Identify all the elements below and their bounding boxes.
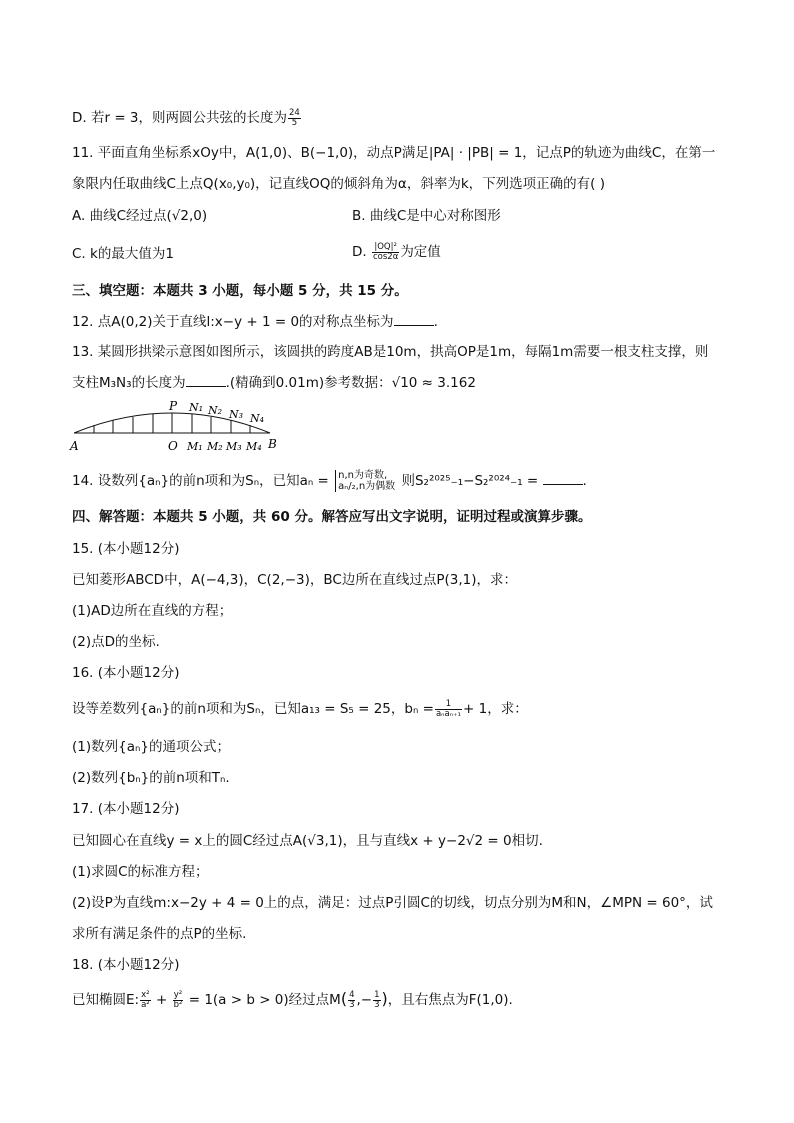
answer-blank bbox=[543, 472, 583, 485]
fraction-4-3: $\frac{4}{3}$ bbox=[349, 989, 355, 1010]
q11-option-c: C. k的最大值为1 bbox=[72, 246, 174, 262]
q11-option-d: D. $\frac{\text{|OQ|²}}{\cos 2\alpha}$ 为定值 bbox=[352, 241, 441, 262]
fraction-y2-b2: $\frac{\text{y²}}{\text{b²}}$ bbox=[173, 989, 183, 1010]
label-m4: M₄ bbox=[246, 440, 262, 453]
q17-part1: (1)求圆C的标准方程； bbox=[72, 864, 209, 880]
label-n3: N₃ bbox=[229, 408, 244, 421]
q16-part2: (2)数列{bₙ}的前n项和Tₙ. bbox=[72, 770, 230, 786]
label-m2: M₂ bbox=[207, 440, 223, 453]
q18-heading: 18. (本小题12分) bbox=[72, 957, 180, 973]
section-4-heading: 四、解答题：本题共 5 小题，共 60 分。解答应写出文字说明，证明过程或演算步骤。 bbox=[72, 509, 592, 525]
fraction: $\frac{\text{|OQ|²}}{\cos 2\alpha}$ bbox=[372, 241, 399, 262]
label-m1: M₁ bbox=[187, 440, 203, 453]
q15-stem: 已知菱形ABCD中，A(−4,3)，C(2,−3)，BC边所在直线过点P(3,1)，求： bbox=[72, 572, 517, 588]
q15-part1: (1)AD边所在直线的方程； bbox=[72, 603, 233, 619]
label-n1: N₁ bbox=[189, 401, 204, 414]
section-3-heading: 三、填空题：本题共 3 小题，每小题 5 分，共 15 分。 bbox=[72, 283, 408, 299]
label-n4: N₄ bbox=[250, 412, 265, 425]
q13-line2: 支柱M₃N₃的长度为 .(精确到0.01m)参考数据：√10 ≈ 3.162 bbox=[72, 375, 476, 391]
q17-heading: 17. (本小题12分) bbox=[72, 801, 180, 817]
piecewise-cases: n,n为奇数, aₙ/₂,n为偶数 bbox=[335, 470, 395, 492]
q11-option-b: B. 曲线C是中心对称图形 bbox=[352, 208, 501, 224]
supports bbox=[94, 413, 250, 433]
q11-stem-line2: 象限内任取曲线C上点Q(x₀,y₀)，记直线OQ的倾斜角为α，斜率为k，下列选项正确的有( ) bbox=[72, 176, 605, 192]
q16-part1: (1)数列{aₙ}的通项公式； bbox=[72, 739, 230, 755]
q17-part2-line1: (2)设P为直线m:x−2y + 4 = 0上的点，满足：过点P引圆C的切线，切点分别为M和N，∠MPN = 60°，试 bbox=[72, 895, 713, 911]
answer-blank bbox=[394, 313, 434, 326]
fraction-x2-a2: $\frac{\text{x²}}{\text{a²}}$ bbox=[141, 989, 150, 1010]
fraction-1-3: $\frac{1}{3}$ bbox=[374, 989, 380, 1010]
q15-heading: 15. (本小题12分) bbox=[72, 541, 180, 557]
answer-blank bbox=[186, 374, 226, 387]
q10-option-d bbox=[72, 108, 302, 128]
q17-part2-line2: 求所有满足条件的点P的坐标. bbox=[72, 926, 247, 942]
q16-heading: 16. (本小题12分) bbox=[72, 665, 180, 681]
q15-part2: (2)点D的坐标. bbox=[72, 634, 160, 650]
q13-line1: 13. 某圆形拱梁示意图如图所示，该圆拱的跨度AB是10m，拱高OP是1m，每隔1m需要一根支柱支撑，则 bbox=[72, 344, 709, 360]
label-n2: N₂ bbox=[208, 404, 223, 417]
q11-stem-line1: 11. 平面直角坐标系xOy中，A(1,0)、B(−1,0)，动点P满足|PA| · |PB| = 1，记点P的轨迹为曲线C，在第一 bbox=[72, 145, 716, 161]
arch-diagram bbox=[68, 398, 288, 454]
label-b: B bbox=[268, 437, 277, 451]
q17-stem: 已知圆心在直线y = x上的圆C经过点A(√3,1)，且与直线x + y−2√2 = 0相切. bbox=[72, 833, 543, 849]
q10-option-d-text: D. 若r = 3，则两圆公共弦的长度为 bbox=[72, 110, 288, 126]
q16-stem: 设等差数列{aₙ}的前n项和为Sₙ，已知a₁₃ = S₅ = 25，bₙ = $\frac{1}{\text{aₙaₙ₊₁}}$ + 1，求： bbox=[72, 698, 528, 719]
q11-option-a: A. 曲线C经过点(√2,0) bbox=[72, 208, 208, 224]
label-o: O bbox=[168, 439, 178, 453]
fraction: $\frac{1}{\text{aₙaₙ₊₁}}$ bbox=[435, 698, 462, 719]
fraction: $\frac{24}{5}$ bbox=[289, 107, 300, 128]
label-m3: M₃ bbox=[226, 440, 242, 453]
label-a: A bbox=[70, 439, 79, 453]
q18-stem: 已知椭圆E: $\frac{\text{x²}}{\text{a²}}$ + $\frac{\text{y²}}{\text{b²}}$ = 1(a > b > 0)经过点M( $\frac{4}{3}$ ,− $\frac{1}{3}$ )，且右焦点为F(1,0). bbox=[72, 989, 513, 1010]
q14: 14. 设数列{aₙ}的前n项和为Sₙ，已知aₙ = n,n为奇数, aₙ/₂,n为偶数 则S₂²⁰²⁵₋₁−S₂²⁰²⁴₋₁ = . bbox=[72, 470, 587, 492]
q12: 12. 点A(0,2)关于直线l:x−y + 1 = 0的对称点坐标为 . bbox=[72, 314, 438, 330]
label-p: P bbox=[169, 399, 178, 413]
